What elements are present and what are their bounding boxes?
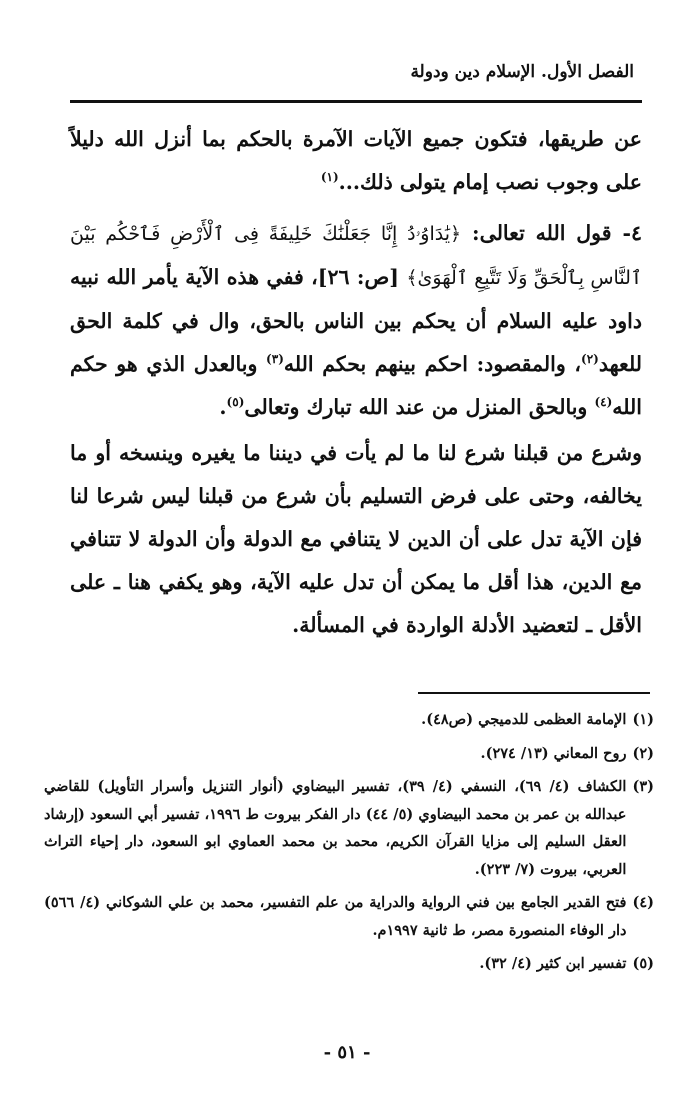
footnote-3: [44, 773, 654, 883]
paragraph-2-text-5: .: [219, 395, 227, 419]
footnote-ref-4: (٤): [594, 395, 613, 410]
page-number: - ٥١ -: [323, 1042, 371, 1063]
footnote-ref-5: (٥): [226, 395, 245, 410]
footnotes: [44, 706, 654, 984]
footnote-2: [44, 740, 654, 768]
footnote-number: (٣): [632, 778, 654, 795]
paragraph-3: [70, 432, 642, 647]
chapter-title: الفصل الأول. الإسلام دين ودولة: [410, 62, 634, 82]
footnote-number: (٢): [632, 744, 654, 762]
paragraph-2-text-4: وبالحق المنزل من عند الله تبارك وتعالى: [244, 395, 595, 419]
footnote-number: (٤): [632, 894, 654, 911]
footnote-text: الإمامة العظمى للدميجي (ص٤٨).: [421, 711, 627, 728]
footnote-text: فتح القدير الجامع بين فني الرواية والدراية من علم التفسير، محمد بن علي الشوكاني (٤/ ٥٦٦) دار الوفاء المنصورة مصر، ط ثانية ١٩٩٧م.: [44, 894, 627, 939]
footnote-5: [44, 950, 654, 978]
footnote-text: تفسير ابن كثير (٤/ ٣٢).: [479, 955, 627, 972]
footnote-ref-1: (١): [320, 170, 339, 185]
footnote-ref-2: (٢): [581, 352, 599, 367]
paragraph-1-text: عن طريقها، فتكون جميع الآيات الآمرة بالحكم بما أنزل الله دليلاً على وجوب نصب إمام يتولى ذلك...: [70, 127, 642, 194]
footnote-number: (١): [632, 711, 654, 728]
paragraph-1: [70, 118, 642, 204]
footnote-text: الكشاف (٤/ ٦٩)، النسفي (٤/ ٣٩)، تفسير البيضاوي (أنوار التنزيل وأسرار التأويل) للقاضي عبدالله بن عمر بن محمد البيضاوي (٥/ ٤٤) دار الفكر بيروت ط ١٩٩٦، تفسير أبي السعود (إرشاد العقل السليم إلى مزايا القرآن الكريم، محمد بن محمد العماوي ابو السعود، دار إحياء التراث العربي، بيروت (٧/ ٢٢٣).: [44, 778, 627, 878]
paragraph-2-text-2: ، والمقصود: احكم بينهم بحكم الله: [283, 352, 582, 376]
footnote-number: (٥): [632, 955, 654, 972]
footnote-text: روح المعاني (١٣/ ٢٧٤).: [480, 744, 627, 762]
paragraph-2-intro: ٤- قول الله تعالى:: [461, 221, 642, 245]
running-header: [70, 56, 642, 103]
paragraph-2-text-3: وبالعدل الذي هو حكم الله: [70, 352, 642, 419]
footnote-4: [44, 889, 654, 944]
footnote-ref-3: (٣): [266, 352, 284, 367]
footnote-separator: [418, 692, 650, 694]
quran-verse: ﴿يَٰدَاوُۥدُ إِنَّا جَعَلْنَٰكَ خَلِيفَةً فِى ٱلْأَرْضِ فَٱحْكُم بَيْنَ ٱلنَّاسِ بِٱلْحَقِّ وَلَا تَتَّبِعِ ٱلْهَوَىٰ﴾: [70, 223, 643, 289]
verse-citation: [ص: ٢٦]، ففي هذه الآية يأمر الله نبيه داود عليه السلام أن يحكم بين الناس بالحق، وال في كلمة الحق للعهد: [70, 265, 642, 376]
paragraph-3-text: وشرع من قبلنا شرع لنا ما لم يأت في ديننا ما يغيره وينسخه أو ما يخالفه، وحتى على فرض التسليم بأن شرع من قبلنا ليس شرعا لنا فإن الآية تدل على أن الدين لا يتنافي مع الدولة وأن الدولة لا تتنافي مع الدين، هذا أقل ما يمكن أن تدل عليه الآية، وهو يكفي هنا ـ على الأقل ـ لتعضيد الأدلة الواردة في المسألة.: [70, 441, 642, 637]
footnote-1: [44, 706, 654, 734]
paragraph-2: [70, 212, 642, 429]
